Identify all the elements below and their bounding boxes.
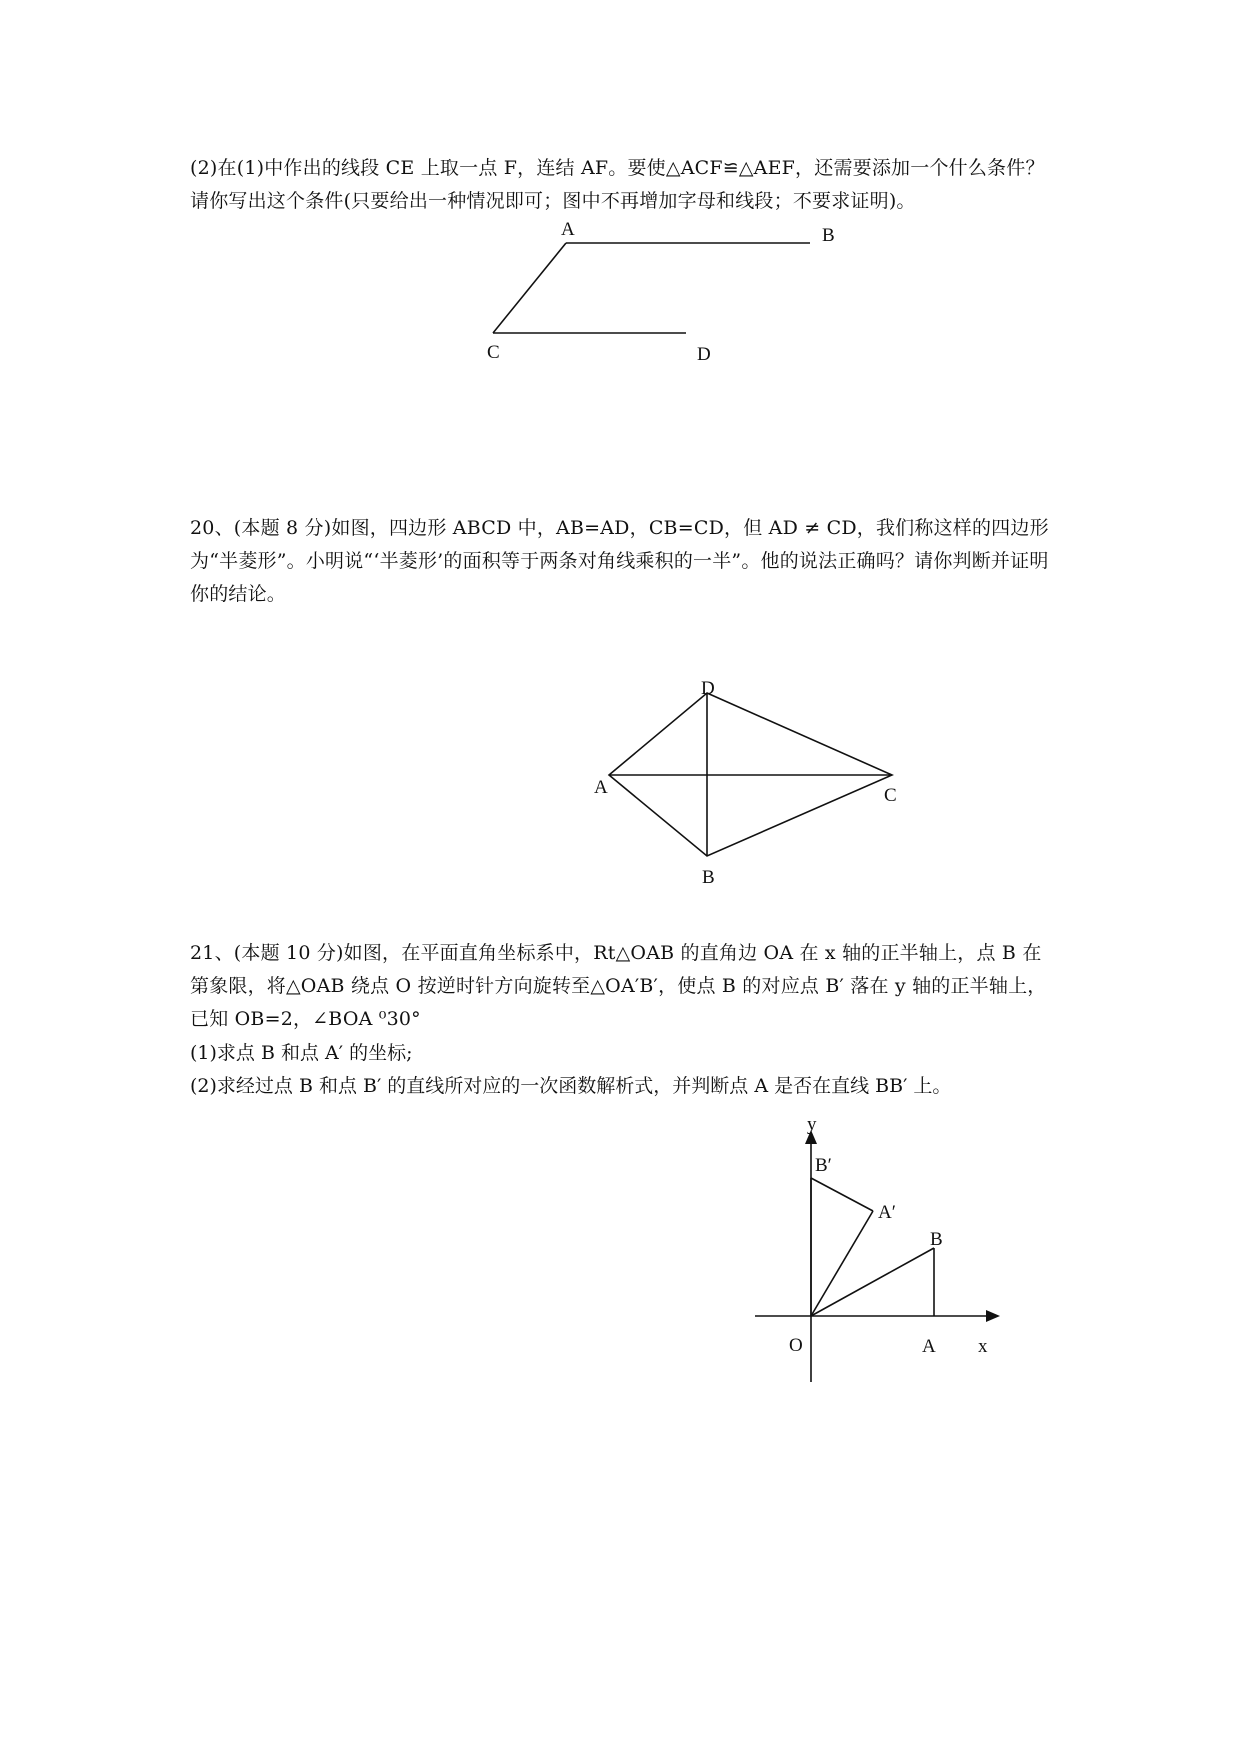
fig1-label-b: B — [822, 225, 835, 246]
q21-sub2: (2)求经过点 B 和点 B′ 的直线所对应的一次函数解析式，并判断点 A 是否在直线 BB′ 上。 — [190, 1075, 952, 1097]
fig3-label-a: A — [922, 1336, 936, 1357]
fig2-label-a: A — [594, 777, 608, 798]
q19-part2-paragraph: (2)在(1)中作出的线段 CE 上取一点 F，连结 AF。要使△ACF≌△AEF，还需要添加一个什么条件？请你写出这个条件(只要给出一种情况即可；图中不再增加字母和线段；不要求证明)。 — [190, 157, 1045, 212]
fig1-label-c: C — [487, 342, 500, 363]
fig3-label-o: O — [789, 1335, 803, 1356]
fig3-segment-ob — [811, 1248, 934, 1316]
fig3-label-x: x — [978, 1336, 988, 1357]
fig3-label-y: y — [807, 1114, 817, 1135]
fig3-x-arrow-icon — [986, 1310, 1000, 1322]
fig3-label-b-prime: B′ — [815, 1155, 832, 1176]
fig3-label-a-prime: A′ — [878, 1202, 896, 1223]
fig3-segment-b-prime-a-prime — [811, 1178, 873, 1211]
fig2-label-b: B — [702, 867, 715, 888]
fig1-label-a: A — [561, 219, 575, 240]
fig3-label-b: B — [930, 1229, 943, 1250]
fig3-segment-oa-prime — [811, 1211, 873, 1316]
fig2-label-c: C — [884, 785, 897, 806]
fig1-label-d: D — [697, 344, 711, 365]
fig2-label-d: D — [701, 678, 715, 699]
q20-paragraph: 20、(本题 8 分)如图，四边形 ABCD 中，AB=AD，CB=CD，但 AD ≠ CD，我们称这样的四边形为“半菱形”。小明说“‘半菱形’的面积等于两条对角线乘积的一半”。他的说法正确吗？请你判断并证明你的结论。 — [190, 517, 1049, 605]
q21-paragraph: 21、(本题 10 分)如图，在平面直角坐标系中，Rt△OAB 的直角边 OA 在 x 轴的正半轴上，点 B 在第象限，将△OAB 绕点 O 按逆时针方向旋转至△OA′B′，使点 B 的对应点 B′ 落在 y 轴的正半轴上，已知 OB=2，∠BOA ⁰30° — [190, 942, 1047, 1030]
q21-sub1: (1)求点 B 和点 A′ 的坐标; — [190, 1042, 413, 1064]
